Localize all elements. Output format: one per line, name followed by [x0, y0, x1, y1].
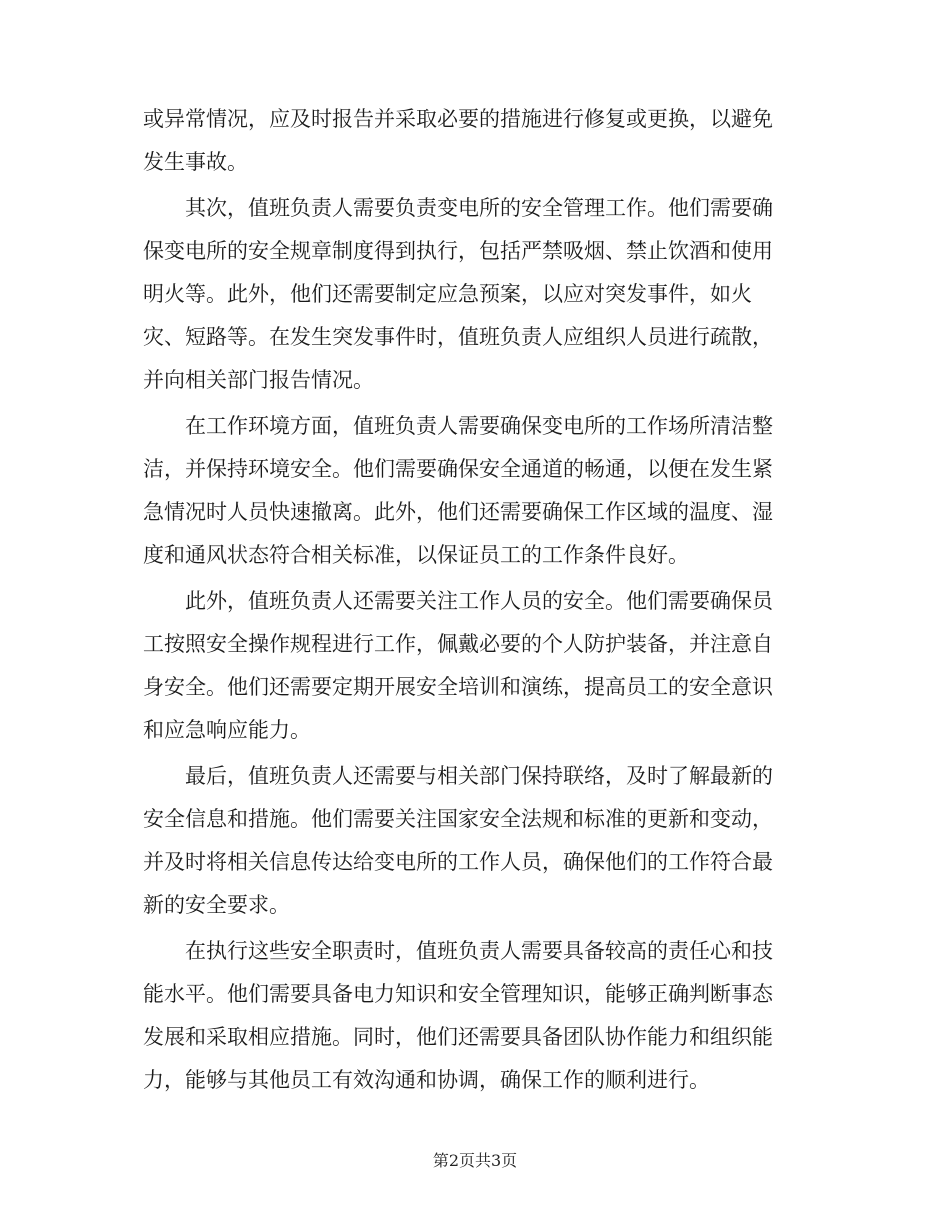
text-line: 和应急响应能力。: [143, 718, 311, 742]
text-line: 力，能够与其他员工有效沟通和协调，确保工作的顺利进行。: [143, 1068, 710, 1092]
text-line: 明火等。此外，他们还需要制定应急预案，以应对突发事件，如火: [143, 282, 752, 306]
paragraph: [143, 98, 798, 184]
text-line: 身安全。他们还需要定期开展安全培训和演练，提高员工的安全意识: [143, 675, 773, 699]
paragraph: [143, 187, 798, 402]
paragraph: [143, 755, 798, 927]
text-line: 此外，值班负责人还需要关注工作人员的安全。他们需要确保员: [143, 589, 773, 613]
text-line: 或异常情况，应及时报告并采取必要的措施进行修复或更换，以避免: [143, 107, 773, 131]
text-line: 最后，值班负责人还需要与相关部门保持联络，及时了解最新的: [143, 764, 773, 788]
text-line: 发展和采取相应措施。同时，他们还需要具备团队协作能力和组织能: [143, 1025, 773, 1049]
page-number: 第2页共3页: [432, 1151, 518, 1170]
text-line: 并向相关部门报告情况。: [143, 368, 374, 392]
text-line: 洁，并保持环境安全。他们需要确保安全通道的畅通，以便在发生紧: [143, 457, 773, 481]
text-line: 并及时将相关信息传达给变电所的工作人员，确保他们的工作符合最: [143, 850, 773, 874]
text-line: 在执行这些安全职责时，值班负责人需要具备较高的责任心和技: [143, 939, 773, 963]
text-line: 灾、短路等。在发生突发事件时，值班负责人应组织人员进行疏散，: [143, 325, 773, 349]
text-line: 能水平。他们需要具备电力知识和安全管理知识，能够正确判断事态: [143, 982, 773, 1006]
document-body: [143, 98, 798, 1105]
text-line: 新的安全要求。: [143, 893, 290, 917]
paragraph: [143, 930, 798, 1102]
paragraph: [143, 580, 798, 752]
text-line: 急情况时人员快速撤离。此外，他们还需要确保工作区域的温度、湿: [143, 500, 773, 524]
text-line: 其次，值班负责人需要负责变电所的安全管理工作。他们需要确: [143, 196, 773, 220]
text-line: 工按照安全操作规程进行工作，佩戴必要的个人防护装备，并注意自: [143, 632, 773, 656]
text-line: 保变电所的安全规章制度得到执行，包括严禁吸烟、禁止饮酒和使用: [143, 239, 773, 263]
paragraph: [143, 405, 798, 577]
text-line: 安全信息和措施。他们需要关注国家安全法规和标准的更新和变动，: [143, 807, 773, 831]
text-line: 发生事故。: [143, 150, 248, 174]
text-line: 度和通风状态符合相关标准，以保证员工的工作条件良好。: [143, 543, 689, 567]
text-line: 在工作环境方面，值班负责人需要确保变电所的工作场所清洁整: [143, 414, 773, 438]
